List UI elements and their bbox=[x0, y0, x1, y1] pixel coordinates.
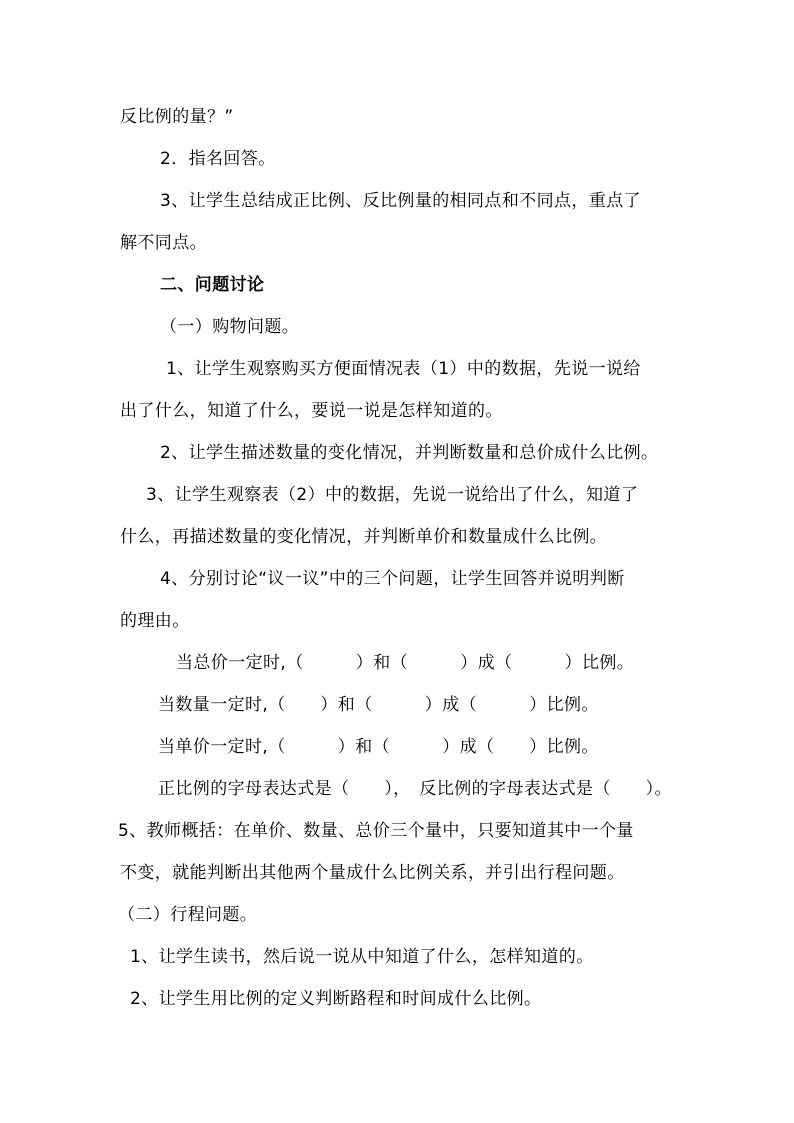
fill-blank-line-4: 正比例的字母表达式是（ ）， 反比例的字母表达式是（ ）。 bbox=[158, 779, 672, 799]
fill-blank-line-3: 当单价一定时,（ ）和（ ）成（ ）比例。 bbox=[158, 737, 599, 757]
text-line-3: 3、让学生总结成正比例、反比例量的相同点和不同点，重点了 bbox=[160, 191, 642, 211]
text-line-8: 出了什么，知道了什么，要说一说是怎样知道的。 bbox=[120, 401, 503, 421]
text-line-13: 的理由。 bbox=[120, 611, 190, 631]
text-line-18: 5、教师概括：在单价、数量、总价三个量中，只要知道其中一个量 bbox=[118, 821, 634, 841]
fill-blank-line-1: 当总价一定时,（ ）和（ ）成（ ）比例。 bbox=[176, 653, 635, 673]
text-line-21: 1、让学生读书，然后说一说从中知道了什么，怎样知道的。 bbox=[130, 947, 594, 967]
text-line-11: 什么，再描述数量的变化情况，并判断单价和数量成什么比例。 bbox=[120, 527, 608, 547]
subsection-heading-1: （一）购物问题。 bbox=[160, 317, 300, 337]
text-line-22: 2、让学生用比例的定义判断路程和时间成什么比例。 bbox=[130, 989, 542, 1009]
subsection-heading-2: （二）行程问题。 bbox=[118, 905, 258, 925]
text-line-1: 反比例的量？” bbox=[120, 107, 234, 127]
fill-blank-line-2: 当数量一定时,（ ）和（ ）成（ ）比例。 bbox=[158, 695, 599, 715]
text-line-9: 2、让学生描述数量的变化情况，并判断数量和总价成什么比例。 bbox=[160, 443, 659, 463]
section-heading: 二、问题讨论 bbox=[160, 275, 265, 295]
text-line-12: 4、分别讨论“议一议”中的三个问题，让学生回答并说明判断 bbox=[160, 569, 625, 589]
text-line-10: 3、让学生观察表（2）中的数据，先说一说给出了什么，知道了 bbox=[146, 485, 639, 505]
text-line-7: 1、让学生观察购买方便面情况表（1）中的数据，先说一说给 bbox=[166, 359, 641, 379]
text-line-2: 2．指名回答。 bbox=[160, 149, 276, 169]
text-line-19: 不变，就能判断出其他两个量成什么比例关系，并引出行程问题。 bbox=[120, 863, 625, 883]
text-line-4: 解不同点。 bbox=[120, 233, 207, 253]
